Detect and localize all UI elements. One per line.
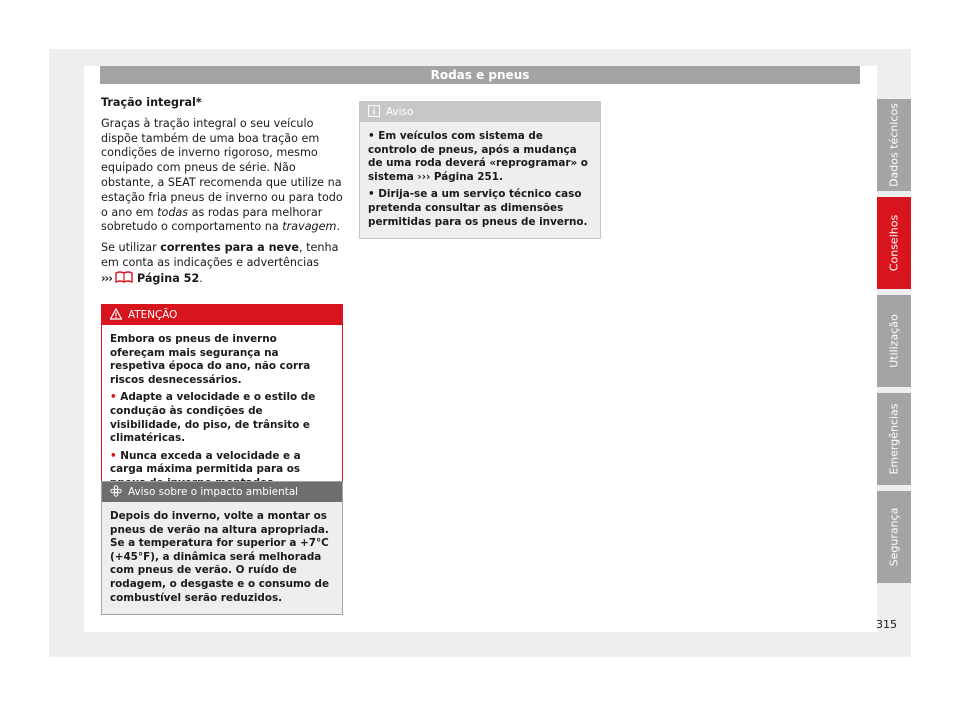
section-heading: Tração integral* (101, 96, 202, 109)
tab-conselhos[interactable]: Conselhos (877, 197, 911, 289)
tab-seguranca[interactable]: Segurança (877, 491, 911, 583)
page-number: 315 (876, 618, 897, 631)
warning-box (101, 304, 343, 505)
book-reference-icon (115, 271, 133, 283)
tab-utilizacao[interactable]: Utilização (877, 295, 911, 387)
tab-emergencias[interactable]: Emergências (877, 393, 911, 485)
environment-header: Aviso sobre o impacto ambiental (102, 482, 342, 502)
reference-link[interactable]: Página 52 (136, 271, 200, 285)
main-column (101, 96, 343, 293)
reference-link[interactable]: Página 251 (433, 170, 499, 183)
environment-box (101, 481, 343, 615)
warning-body (102, 325, 342, 504)
warning-triangle-icon (110, 307, 122, 319)
note-header: Aviso (360, 102, 600, 122)
info-icon (368, 104, 380, 116)
environment-flower-icon (110, 484, 122, 496)
environment-text: Depois do inverno, volte a montar os pneus de verão na altura apropriada. Se a temperatura for superior a +7°C (+45°F), a dinâmica será melhorada com pneus de verão. O ruído de rodagem, o desgaste e o consumo de combustível serão reduzidos. (110, 510, 330, 604)
tab-dados-tecnicos[interactable]: Dados técnicos (877, 99, 911, 191)
warning-intro: Embora os pneus de inverno ofereçam mais segurança na respetiva época do ano, não corra riscos desnecessários. (110, 333, 311, 386)
list-item: • Adapte a velocidade e o estilo de condução às condições de visibilidade, do piso, de trânsito e climatéricas. (110, 391, 316, 445)
environment-body (102, 502, 342, 614)
paragraph-snow-chains: Se utilizar correntes para a neve, tenha em conta as indicações e advertências ››› Página 52. (101, 241, 339, 285)
page-title: Rodas e pneus (100, 66, 860, 84)
list-item: • Dirija-se a um serviço técnico caso pretenda consultar as dimensões permitidas para os pneus de inverno. (368, 188, 588, 228)
list-item: • Em veículos com sistema de controlo de pneus, após a mudança de uma roda deverá «reprogramar» o sistema ››› Página 251. (368, 130, 588, 183)
list-item: • Nunca exceda a velocidade e a carga máxima permitida para os (110, 449, 301, 476)
note-box (359, 101, 601, 239)
note-body (360, 122, 600, 238)
warning-header: ATENÇÃO (102, 305, 342, 325)
paragraph-traction: Graças à tração integral o seu veículo dispõe também de uma boa tração em condições de inverno rigoroso, mesmo equipado com pneus de série. Não obstante, a SEAT recomenda que utilize na estação fria pneus de inverno ou para todo o ano em todas as rodas para melhorar sobretudo o comportamento na travagem. (101, 116, 343, 234)
reference-arrow: ››› (101, 271, 112, 285)
